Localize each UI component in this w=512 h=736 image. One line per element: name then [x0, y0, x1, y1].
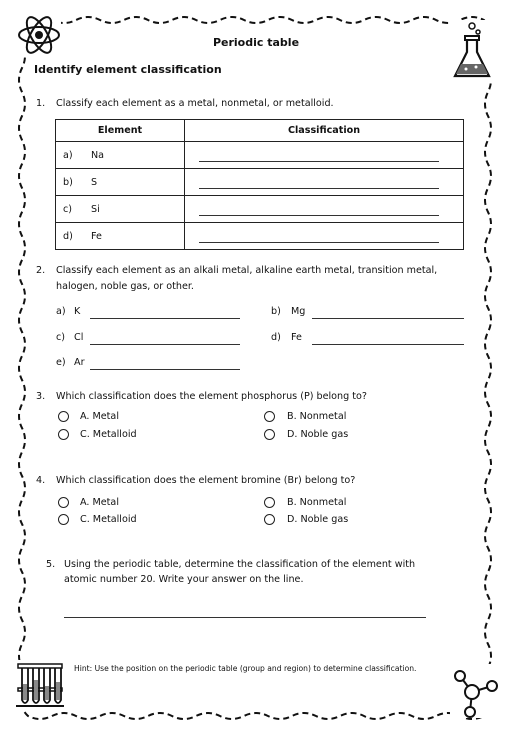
- question-1-text: Classify each element as a metal, nonmetal, or metalloid.: [56, 98, 334, 109]
- row-element: Na: [91, 149, 105, 161]
- radio-option-c[interactable]: [58, 514, 69, 525]
- table-header-classification: Classification: [185, 120, 464, 142]
- question-2-line1: Classify each element as an alkali metal, alkaline earth metal, transition metal,: [56, 265, 438, 276]
- answer-line[interactable]: [199, 161, 439, 162]
- item-element: Cl: [74, 332, 84, 343]
- table-row: [56, 169, 464, 196]
- radio-option-a[interactable]: [58, 411, 69, 422]
- question-5-line2: atomic number 20. Write your answer on the line.: [64, 574, 304, 585]
- row-letter: d): [63, 230, 73, 242]
- row-element: S: [91, 176, 98, 188]
- test-tubes-icon: [14, 660, 66, 710]
- radio-option-a[interactable]: [58, 497, 69, 508]
- question-number: 1.: [36, 98, 46, 109]
- answer-line[interactable]: [199, 215, 439, 216]
- answer-line[interactable]: [312, 344, 464, 345]
- answer-line[interactable]: [64, 617, 426, 618]
- option-label: D. Noble gas: [287, 429, 349, 440]
- question-number: 5.: [46, 559, 56, 570]
- page-title: Periodic table: [212, 36, 300, 49]
- answer-line[interactable]: [199, 242, 439, 243]
- question-number: 2.: [36, 265, 46, 276]
- row-letter: a): [63, 149, 73, 161]
- option-label: D. Noble gas: [287, 514, 349, 525]
- answer-line[interactable]: [90, 369, 240, 370]
- item-letter: d): [271, 332, 281, 343]
- question-5-line1: Using the periodic table, determine the classification of the element with: [64, 559, 416, 570]
- radio-option-d[interactable]: [264, 514, 275, 525]
- flask-icon: [450, 20, 496, 82]
- item-element: Mg: [291, 306, 306, 317]
- section-subtitle: Identify element classification: [34, 63, 222, 76]
- item-letter: a): [56, 306, 66, 317]
- option-label: B. Nonmetal: [287, 411, 347, 422]
- answer-line[interactable]: [312, 318, 464, 319]
- answer-line[interactable]: [199, 188, 439, 189]
- item-letter: c): [56, 332, 66, 343]
- radio-option-d[interactable]: [264, 429, 275, 440]
- option-label: A. Metal: [80, 411, 119, 422]
- item-letter: e): [56, 357, 66, 368]
- hint-text: Hint: Use the position on the periodic table (group and region) to determine classification.: [74, 664, 417, 673]
- table-header-element: Element: [56, 120, 185, 142]
- option-label: A. Metal: [80, 497, 119, 508]
- option-label: B. Nonmetal: [287, 497, 347, 508]
- option-label: C. Metalloid: [80, 514, 137, 525]
- question-2-line2: halogen, noble gas, or other.: [56, 281, 194, 292]
- table-row: [56, 142, 464, 169]
- radio-option-c[interactable]: [58, 429, 69, 440]
- item-element: K: [74, 306, 81, 317]
- question-number: 4.: [36, 475, 46, 486]
- answer-line[interactable]: [90, 344, 240, 345]
- question-3-text: Which classification does the element phosphorus (P) belong to?: [56, 391, 367, 402]
- table-row: [56, 223, 464, 250]
- item-element: Ar: [74, 357, 85, 368]
- table-row: [56, 196, 464, 223]
- row-element: Si: [91, 203, 100, 215]
- radio-option-b[interactable]: [264, 497, 275, 508]
- radio-option-b[interactable]: [264, 411, 275, 422]
- answer-line[interactable]: [90, 318, 240, 319]
- row-letter: b): [63, 176, 73, 188]
- option-label: C. Metalloid: [80, 429, 137, 440]
- row-element: Fe: [91, 230, 102, 242]
- atom-icon: [14, 10, 64, 60]
- item-letter: b): [271, 306, 281, 317]
- item-element: Fe: [291, 332, 302, 343]
- row-letter: c): [63, 203, 73, 215]
- question-4-text: Which classification does the element bromine (Br) belong to?: [56, 475, 356, 486]
- question-number: 3.: [36, 391, 46, 402]
- molecule-icon: [450, 664, 502, 718]
- classification-table: [55, 119, 464, 250]
